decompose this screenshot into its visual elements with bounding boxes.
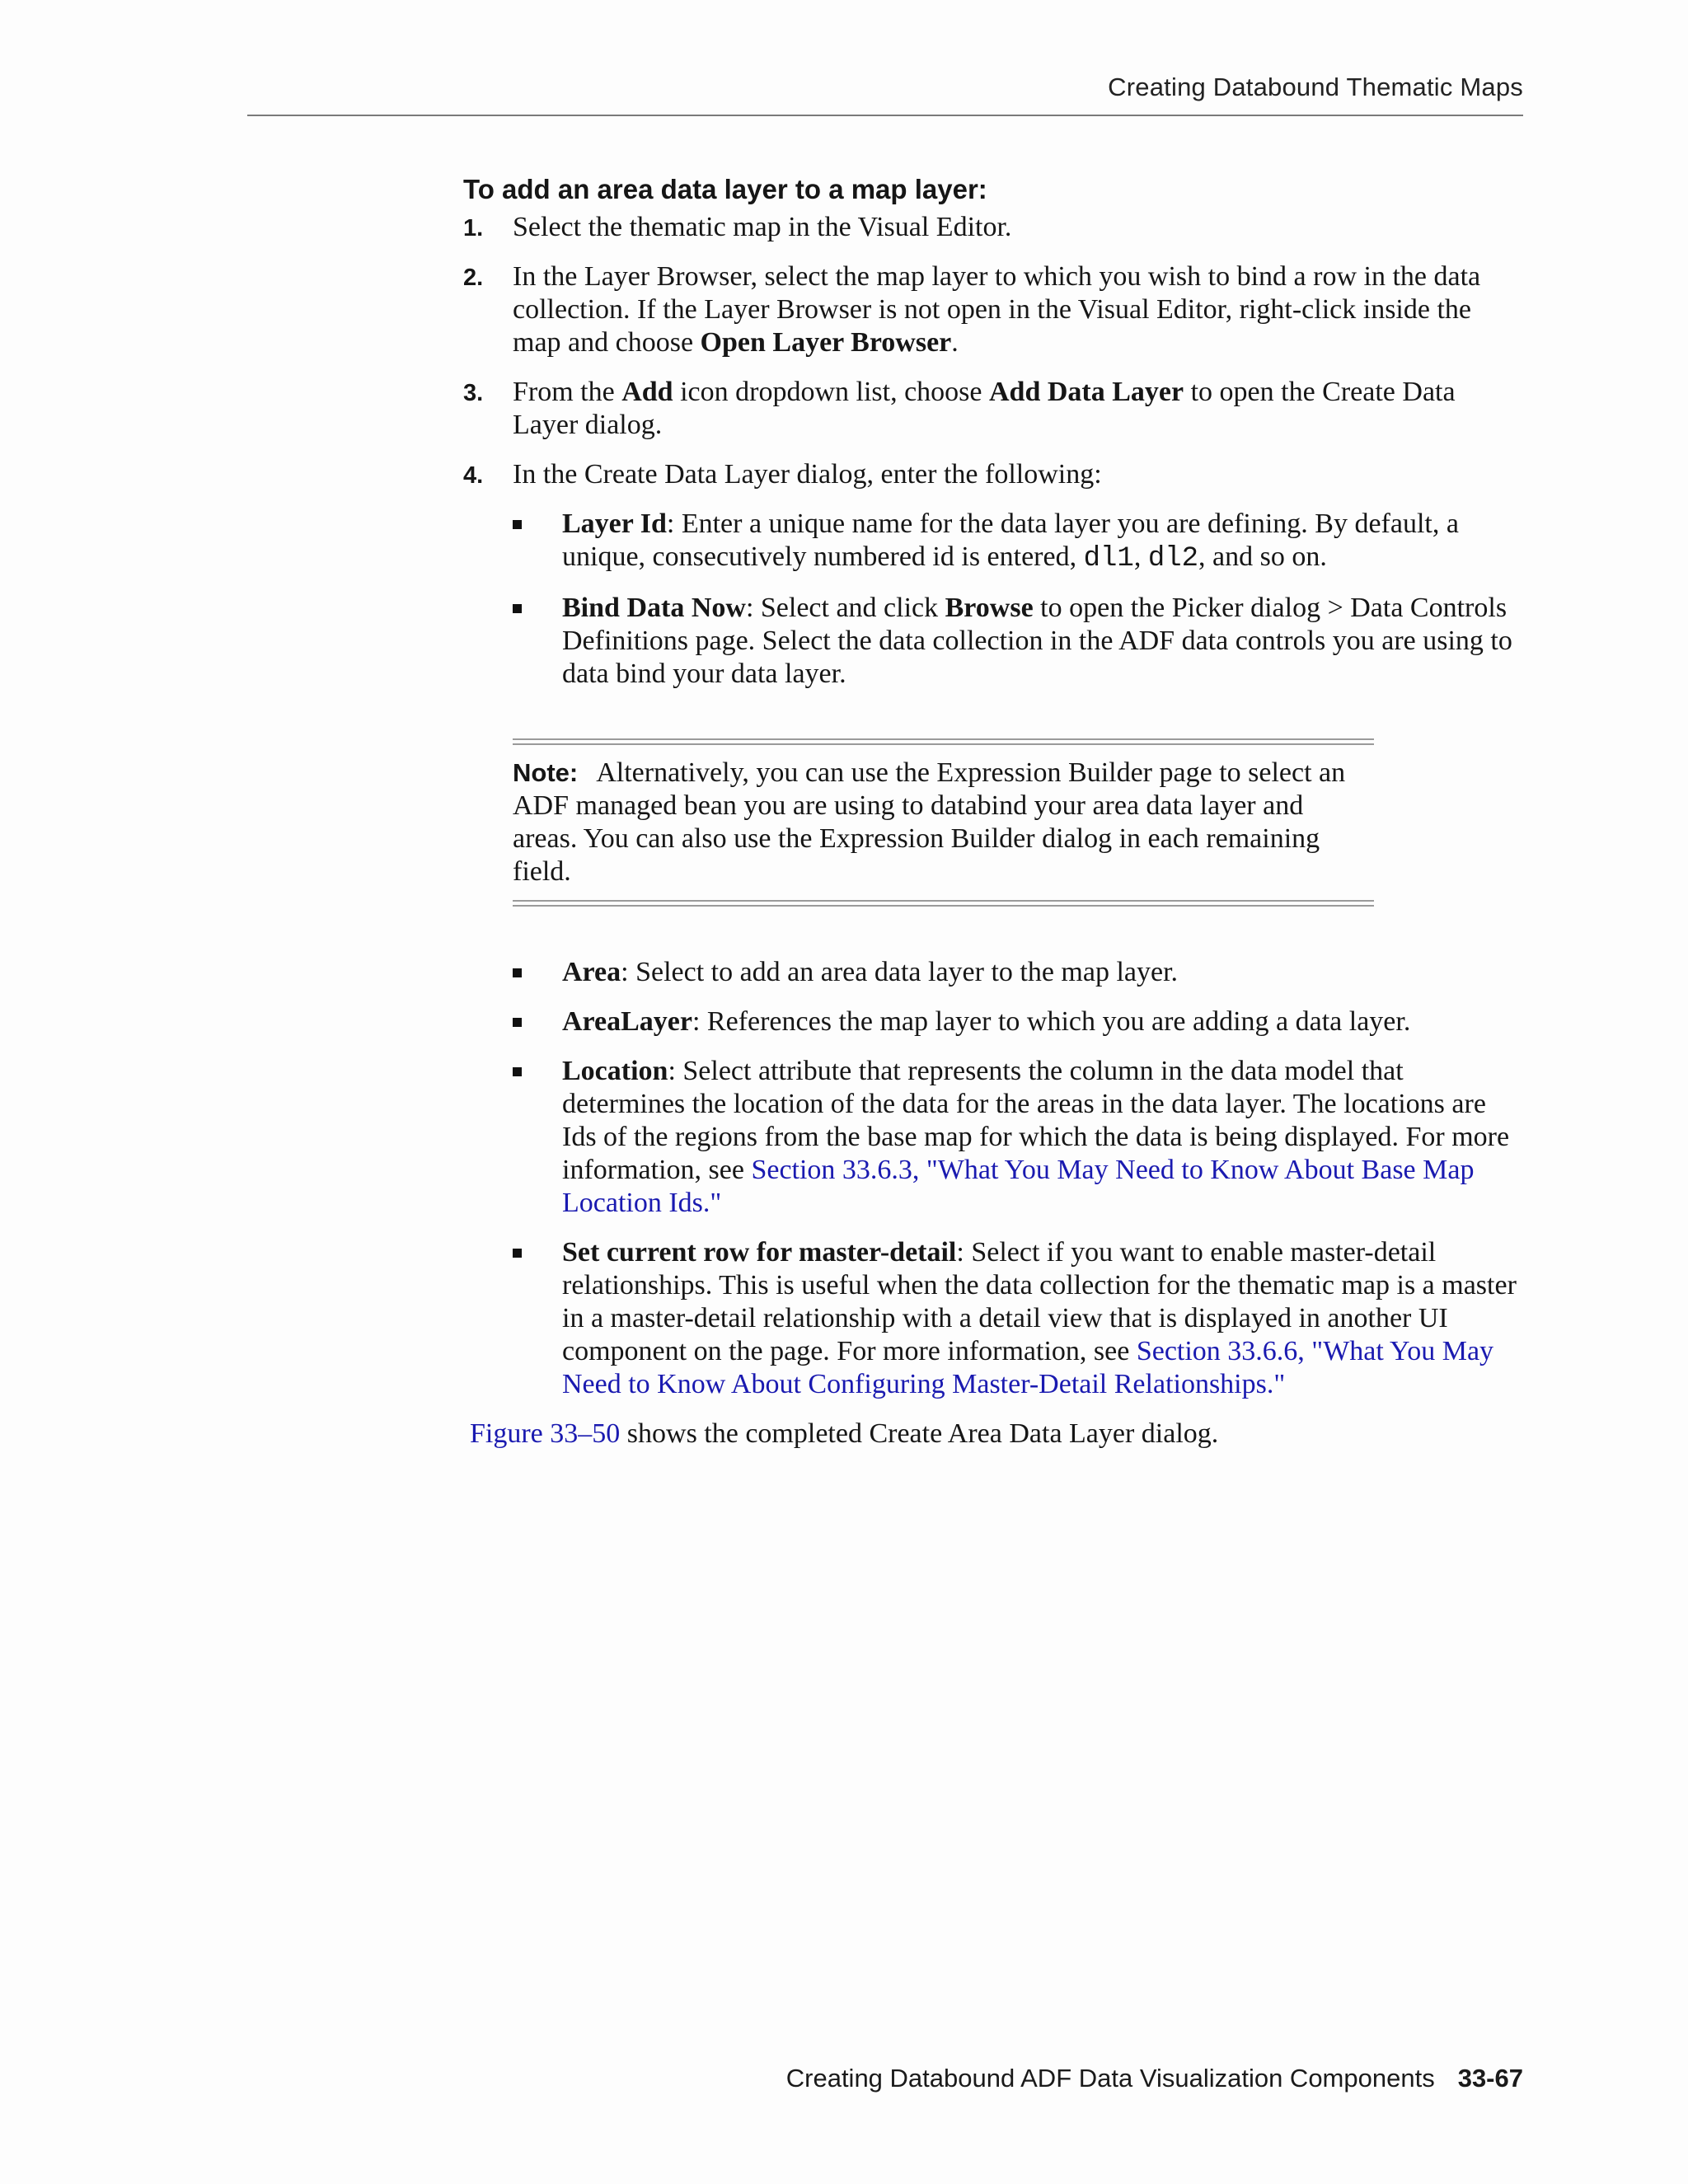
step-text: In the Create Data Layer dialog, enter the following: xyxy=(513,459,1102,490)
code-value: dl2 xyxy=(1147,543,1199,574)
note-rule-bottom-2 xyxy=(513,905,1374,907)
bullet-icon xyxy=(513,604,522,613)
field-term: Set current row for master-detail xyxy=(562,1237,957,1268)
step-text: From the xyxy=(513,377,622,407)
section-link-master-detail[interactable]: Section 33.6.6, "What You May Need to Know About Configuring Master-Detail Relationships." xyxy=(562,1336,1494,1399)
note-text: Alternatively, you can use the Expression Builder page to select an ADF managed bean you are using to databind your area data layer and areas. You can also use the Expression Builder dialog in each remaining field. xyxy=(513,757,1346,887)
figure-ref-text: shows the completed Create Area Data Layer dialog. xyxy=(620,1418,1219,1449)
note-box xyxy=(513,722,1374,923)
field-list-2 xyxy=(513,956,1523,1401)
step-number: 4. xyxy=(463,462,484,489)
list-item-area-layer xyxy=(513,1005,1523,1038)
step-text: icon dropdown list, choose xyxy=(673,377,989,407)
ui-term: Open Layer Browser xyxy=(700,327,952,358)
field-desc: to open the Picker dialog > Data Controls Definitions page. Select the data collection in the ADF data controls you are using to data bind your data layer. xyxy=(562,593,1512,689)
ui-term: Browse xyxy=(945,593,1034,623)
code-value: dl1 xyxy=(1083,543,1134,574)
list-item-bind-data-now xyxy=(513,592,1523,691)
field-desc: , and so on. xyxy=(1198,541,1327,572)
step-1 xyxy=(463,211,1523,244)
section-link-base-map-ids[interactable]: Section 33.6.3, "What You May Need to Know About Base Map Location Ids." xyxy=(562,1155,1475,1218)
field-desc: : Select and click xyxy=(745,593,945,623)
procedure-title: To add an area data layer to a map layer: xyxy=(463,174,987,204)
step-2 xyxy=(463,260,1523,359)
step-text: to open the Create Data Layer dialog. xyxy=(513,377,1456,440)
ui-term: Add xyxy=(621,377,673,407)
field-term: Area xyxy=(562,957,621,987)
note-rule-bottom xyxy=(513,900,1374,902)
page-number: 33-67 xyxy=(1457,2064,1523,2093)
running-header: Creating Databound Thematic Maps xyxy=(1108,73,1523,101)
bullet-icon xyxy=(513,1018,522,1027)
field-term: Layer Id xyxy=(562,509,667,539)
field-desc: : References the map layer to which you are adding a data layer. xyxy=(692,1006,1411,1037)
step-text: In the Layer Browser, select the map layer to which you wish to bind a row in the data collection. If the Layer Browser is not open in the Visual Editor, right-click inside the map and choose xyxy=(513,261,1481,358)
field-term: Bind Data Now xyxy=(562,593,746,623)
field-desc: : Select to add an area data layer to the map layer. xyxy=(621,957,1179,987)
page-content xyxy=(463,173,1523,1451)
ui-term: Add Data Layer xyxy=(989,377,1184,407)
step-number: 3. xyxy=(463,380,484,406)
step-text: Select the thematic map in the Visual Editor. xyxy=(513,212,1012,242)
list-item-area xyxy=(513,956,1523,989)
field-list xyxy=(513,508,1523,691)
field-desc: : Select attribute that represents the column in the data model that determines the location of the data for the areas in the data layer. The locations are Ids of the regions from the base map for which the data is being displayed. For more information, see xyxy=(562,1056,1510,1185)
step-number: 2. xyxy=(463,265,484,291)
bullet-icon xyxy=(513,520,522,529)
list-item-location xyxy=(513,1055,1523,1220)
field-list-continued xyxy=(463,956,1523,1401)
note-rule-top xyxy=(513,738,1374,740)
separator: , xyxy=(1133,541,1148,572)
bullet-icon xyxy=(513,1249,522,1258)
step-3 xyxy=(463,376,1523,442)
bullet-icon xyxy=(513,968,522,977)
note-label: Note: xyxy=(513,758,579,787)
bullet-icon xyxy=(513,1067,522,1076)
header-rule xyxy=(247,115,1523,116)
page-footer xyxy=(786,2064,1523,2093)
field-desc: : Select if you want to enable master-detail relationships. This is useful when the data collection for the thematic map is a master in a master-detail relationship with a detail view that is displayed in another UI component on the page. For more information, see xyxy=(562,1237,1517,1366)
list-item-layer-id xyxy=(513,508,1523,575)
footer-title: Creating Databound ADF Data Visualization Components xyxy=(785,2064,1435,2093)
field-term: AreaLayer xyxy=(562,1006,692,1037)
field-desc: : Enter a unique name for the data layer you are defining. By default, a unique, consecutively numbered id is entered, xyxy=(562,509,1459,572)
figure-reference xyxy=(470,1418,1523,1451)
list-item-master-detail xyxy=(513,1236,1523,1401)
step-text: . xyxy=(951,327,959,358)
step-4 xyxy=(463,458,1523,691)
field-term: Location xyxy=(562,1056,668,1086)
step-number: 1. xyxy=(463,215,484,241)
figure-link[interactable]: Figure 33–50 xyxy=(470,1418,621,1449)
